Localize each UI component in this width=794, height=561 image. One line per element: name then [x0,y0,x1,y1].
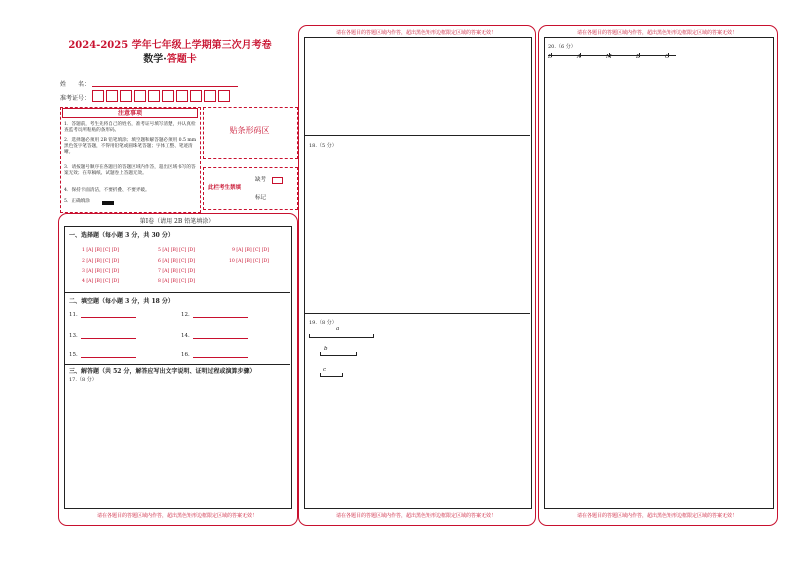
exam-id-cell[interactable] [162,90,174,102]
point-label: D [548,54,553,60]
segment-c-line [320,376,342,377]
exam-id-cell[interactable] [176,90,188,102]
mc-question-7[interactable]: 7 [A] [B] [C] [D] [158,269,195,274]
exam-id-cell[interactable] [106,90,118,102]
fill-blank-12[interactable] [181,312,248,318]
segment-b-line [320,355,356,356]
exam-id-cell[interactable] [190,90,202,102]
section-divider [64,292,290,293]
mc-question-8[interactable]: 8 [A] [B] [C] [D] [158,279,195,284]
question-18-label: 18.（5 分） [309,143,337,149]
absent-mark-box[interactable] [272,177,283,184]
note-item-2: 2．选择题必须用 2B 铅笔填涂；填空题和解答题必须用 0.5 mm 黑色签字笔答题，不得用铅笔或圆珠笔答题；字体工整、笔迹清晰。 [64,138,197,156]
question-17-answer-area[interactable] [66,384,288,504]
question-20-answer-area[interactable] [546,66,770,504]
mc-section-title: 一、选择题（每小题 3 分，共 30 分） [69,232,174,239]
segment-a-label: a [336,326,340,332]
absent-mark-line1: 缺考 [255,177,267,183]
name-label: 姓 名： [60,81,91,88]
answer-card-label: 答题卡 [166,54,197,65]
exam-id-cell[interactable] [218,90,230,102]
filled-bubble-sample [102,201,114,205]
col2-top-answer-area[interactable] [304,37,530,135]
col2-footer-warning: 请在各题目的答题区域内作答，超出黑色矩形边框限定区域的答案无效！ [335,513,496,519]
exam-id-cell[interactable] [120,90,132,102]
mc-question-10[interactable]: 10 [A] [B] [C] [D] [229,259,269,264]
exam-id-cell[interactable] [148,90,160,102]
absent-box-label: 此栏考生禁填 [208,185,242,191]
card-subtitle [40,50,300,65]
fill-blank-number: 11. [69,312,78,318]
fill-blank-number: 12. [181,312,190,318]
exam-title: 2024-2025 学年七年级上学期第三次月考卷 [68,40,272,51]
col2-header-warning: 请在各题目的答题区域内作答，超出黑色矩形边框限定区域的答案无效！ [335,30,496,36]
mc-question-2[interactable]: 2 [A] [B] [C] [D] [82,259,119,264]
exam-id-cell[interactable] [204,90,216,102]
segment-a-tick [373,334,374,338]
subject-label: 数学 [143,54,164,65]
point-label: B [636,54,641,60]
segment-a-line [309,337,373,338]
exam-id-label: 准考证号： [60,95,91,102]
segment-b-tick [356,352,357,356]
fill-section-title: 二、填空题（每小题 3 分，共 18 分） [69,298,174,305]
mc-question-5[interactable]: 5 [A] [B] [C] [D] [158,248,195,253]
fill-blank-number: 14. [181,333,190,339]
segment-a-tick [309,334,310,338]
mc-question-3[interactable]: 3 [A] [B] [C] [D] [82,269,119,274]
mc-question-6[interactable]: 6 [A] [B] [C] [D] [158,259,195,264]
mc-question-9[interactable]: 9 [A] [B] [C] [D] [232,248,269,253]
note-item-5: 5．正确填涂 [64,199,90,204]
mc-question-4[interactable]: 4 [A] [B] [C] [D] [82,279,119,284]
notes-title: 注意事项 [62,108,198,118]
segment-c-label: c [323,367,327,373]
question-19-answer-area[interactable] [306,384,528,504]
question-20-label: 20.（6 分） [548,44,576,50]
question-divider [304,135,530,136]
section-divider [64,364,290,365]
absent-mark-line2: 标记 [255,195,267,201]
col3-header-warning: 请在各题目的答题区域内作答，超出黑色矩形边框限定区域的答案无效！ [576,30,737,36]
fill-blank-15[interactable] [69,352,136,358]
fill-blank-number: 16. [181,352,190,358]
part1-header: 第Ⅰ卷（请用 2B 铅笔填涂） [139,218,215,225]
fill-blank-14[interactable] [181,333,248,339]
question-18-answer-area[interactable] [306,150,528,310]
note-item-3: 3．请按题号顺序在各题目的答题区域内作答，超出区域书写的答案无效；在草稿纸、试题卷上答题无效。 [64,165,196,177]
fill-blank-13[interactable] [69,333,136,339]
question-19-label: 19.（8 分） [309,320,337,326]
col1-footer-warning: 请在各题目的答题区域内作答，超出黑色矩形边框限定区域的答案无效！ [96,513,257,519]
segment-c-tick [320,373,321,377]
point-label: A [577,54,581,60]
col3-footer-warning: 请在各题目的答题区域内作答，超出黑色矩形边框限定区域的答案无效！ [576,513,737,519]
exam-id-cell[interactable] [134,90,146,102]
fill-blank-number: 13. [69,333,78,339]
fill-blank-number: 15. [69,352,78,358]
question-divider [304,313,530,314]
point-label: C [665,54,670,60]
fill-blank-11[interactable] [69,312,136,318]
subject-separator: · [163,54,167,65]
note-item-4: 4．保持卡面清洁，不要折叠、不要弄破。 [64,188,150,193]
segment-c-tick [342,373,343,377]
mc-question-1[interactable]: 1 [A] [B] [C] [D] [82,248,119,253]
barcode-label: 贴条形码区 [229,126,270,135]
name-field[interactable] [92,86,238,87]
point-label: M [606,54,612,60]
fill-blank-16[interactable] [181,352,248,358]
note-item-1: 1．答题前，考生先将自己的姓名，准考证号填写清楚，并认真检查监考员所粘贴的条形码。 [64,122,196,134]
exam-id-cell[interactable] [92,90,104,102]
segment-b-tick [320,352,321,356]
question-17-label: 17.（8 分） [69,377,97,383]
solve-section-title: 三、解答题（共 52 分，解答应写出文字说明、证明过程或演算步骤） [69,368,256,375]
number-line [548,55,676,56]
segment-b-label: b [324,346,328,352]
